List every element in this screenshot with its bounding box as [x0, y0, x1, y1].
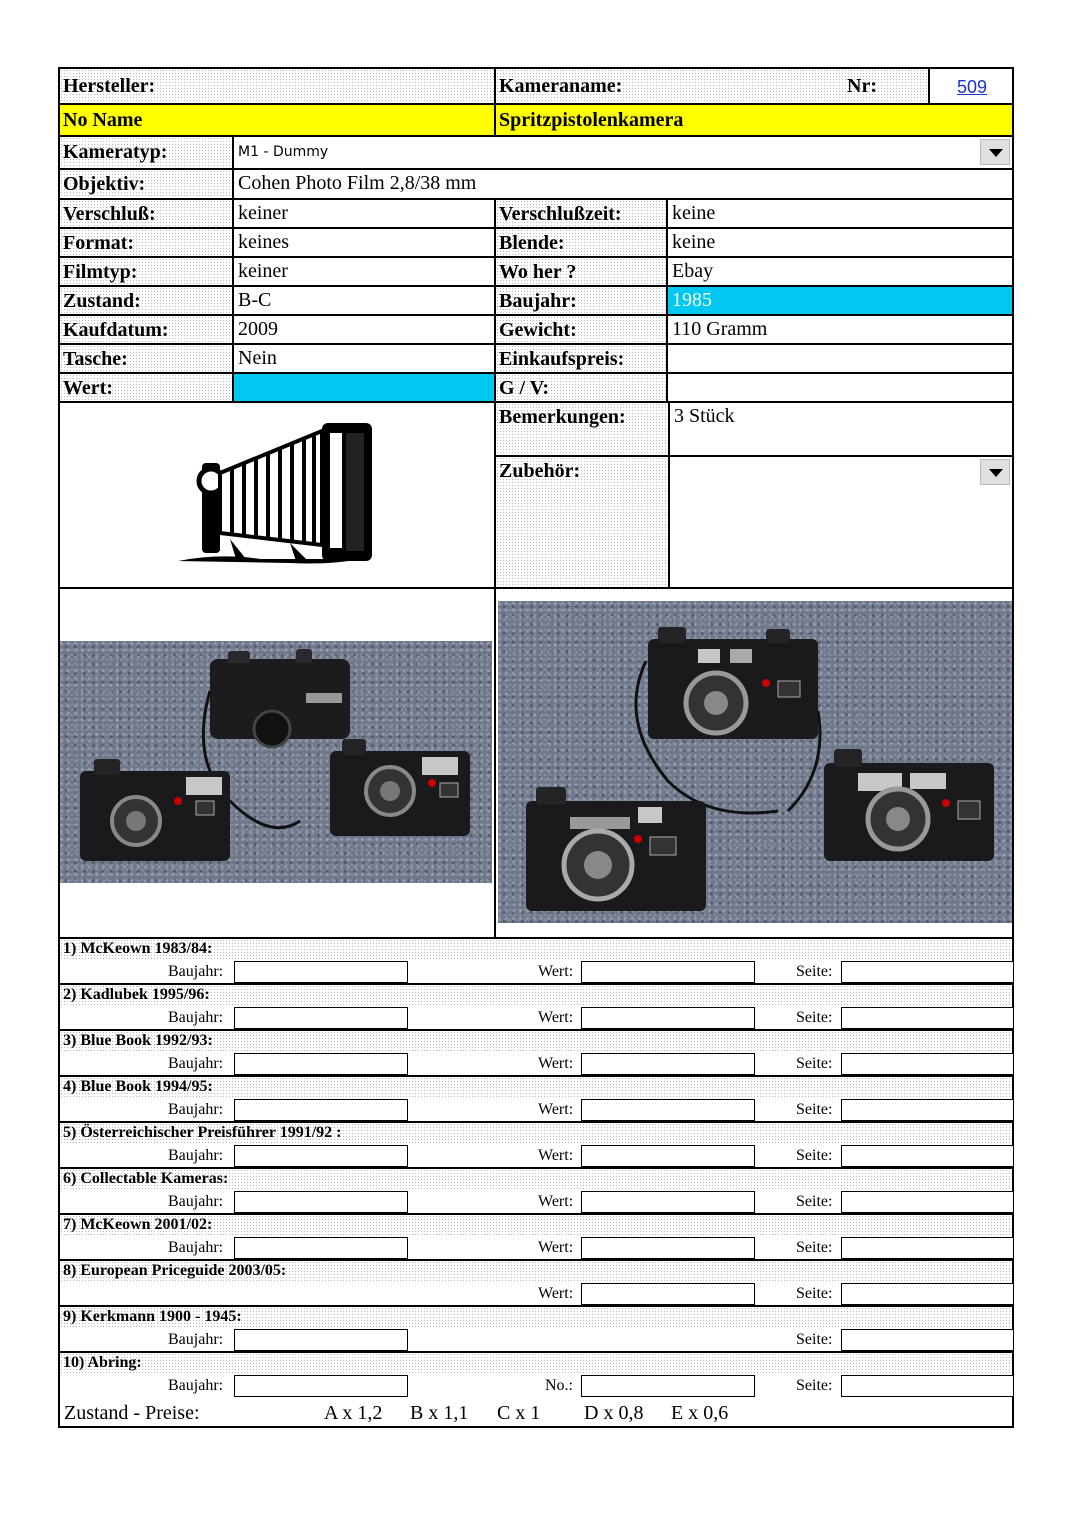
wert-value — [232, 374, 494, 401]
kameratyp-row — [60, 137, 1012, 170]
field-value-left: Nein — [232, 345, 494, 372]
objektiv-row — [60, 170, 1012, 200]
reference-wert-input[interactable] — [581, 1145, 755, 1167]
reference-wert-input[interactable] — [581, 1053, 755, 1075]
reference-baujahr-input[interactable] — [234, 1329, 408, 1351]
field-label-right: G / V: — [494, 374, 666, 401]
field-value-right: 110 Gramm — [666, 316, 1012, 343]
field-label-right: Gewicht: — [494, 316, 666, 343]
bemerkungen-label: Bemerkungen: — [496, 403, 668, 455]
zubehoer-select[interactable] — [668, 457, 1012, 587]
reference-title: 1) McKeown 1983/84: — [60, 939, 1012, 961]
reference-seite-input[interactable] — [841, 1283, 1014, 1305]
reference-wert-input[interactable] — [581, 1283, 755, 1305]
reference-seite-input[interactable] — [841, 1099, 1014, 1121]
zubehoer-row — [496, 457, 1012, 587]
field-value-right: keine — [666, 200, 1012, 227]
reference-wert-label: Wert: — [538, 963, 574, 980]
reference-baujahr-label: Baujahr: — [168, 1377, 224, 1394]
hersteller-label: Hersteller: — [60, 69, 494, 103]
reference-entry — [60, 1077, 1012, 1123]
header-label-row — [60, 69, 1012, 105]
reference-baujahr-label: Baujahr: — [168, 1193, 224, 1210]
reference-baujahr-label: Baujahr: — [168, 1239, 224, 1256]
reference-baujahr-input[interactable] — [234, 1099, 408, 1121]
reference-seite-label: Seite: — [796, 1101, 833, 1118]
factor-c: C x 1 — [497, 1402, 541, 1424]
field-label-right: Verschlußzeit: — [494, 200, 666, 227]
field-label-left: Wert: — [60, 374, 232, 401]
reference-entry — [60, 1215, 1012, 1261]
reference-seite-label: Seite: — [796, 1147, 833, 1164]
field-label-right: Einkaufspreis: — [494, 345, 666, 372]
field-label-left: Filmtyp: — [60, 258, 232, 285]
reference-seite-input[interactable] — [841, 1007, 1014, 1029]
reference-baujahr-label: Baujahr: — [168, 1101, 224, 1118]
reference-title: 10) Abring: — [60, 1353, 1012, 1375]
field-label-left: Tasche: — [60, 345, 232, 372]
field-label-right: Blende: — [494, 229, 666, 256]
reference-seite-label: Seite: — [796, 1285, 833, 1302]
field-value-left: keiner — [232, 258, 494, 285]
camera-photo-left-drawing — [60, 641, 492, 883]
bellows-camera-logo — [60, 403, 494, 587]
reference-baujahr-input[interactable] — [234, 1145, 408, 1167]
field-label-left: Verschluß: — [60, 200, 232, 227]
reference-seite-label: Seite: — [796, 1377, 833, 1394]
reference-wert-label: Wert: — [538, 1101, 574, 1118]
reference-seite-label: Seite: — [796, 1055, 833, 1072]
reference-entry — [60, 1353, 1012, 1399]
reference-baujahr-input[interactable] — [234, 961, 408, 983]
reference-baujahr-input[interactable] — [234, 1007, 408, 1029]
reference-seite-label: Seite: — [796, 1193, 833, 1210]
reference-seite-label: Seite: — [796, 1239, 833, 1256]
bemerkungen-row — [496, 403, 1012, 457]
reference-baujahr-label: Baujahr: — [168, 1009, 224, 1026]
field-value-left: 2009 — [232, 316, 494, 343]
field-value-left: keiner — [232, 200, 494, 227]
reference-seite-input[interactable] — [841, 1191, 1014, 1213]
reference-wert-input[interactable] — [581, 1007, 755, 1029]
field-label-right: Wo her ? — [494, 258, 666, 285]
reference-no-label: No.: — [545, 1377, 573, 1394]
field-row — [60, 229, 1012, 258]
field-row — [60, 200, 1012, 229]
reference-seite-input[interactable] — [841, 1375, 1014, 1397]
reference-title: 7) McKeown 2001/02: — [60, 1215, 1012, 1237]
reference-entry — [60, 1307, 1012, 1353]
field-value-right: keine — [666, 229, 1012, 256]
logo-area — [60, 403, 494, 587]
field-row — [60, 345, 1012, 374]
kameratyp-select[interactable] — [232, 137, 1012, 168]
reference-baujahr-input[interactable] — [234, 1375, 408, 1397]
field-row — [60, 316, 1012, 345]
reference-baujahr-label: Baujahr: — [168, 1147, 224, 1164]
reference-seite-input[interactable] — [841, 1053, 1014, 1075]
nr-link[interactable]: 509 — [956, 77, 988, 97]
field-row — [60, 287, 1012, 316]
photo-left-cell — [60, 589, 494, 937]
chevron-down-icon[interactable] — [980, 459, 1010, 485]
kameratyp-label: Kameratyp: — [60, 137, 232, 168]
reference-title: 2) Kadlubek 1995/96: — [60, 985, 1012, 1007]
reference-baujahr-label: Baujahr: — [168, 963, 224, 980]
reference-baujahr-input[interactable] — [234, 1191, 408, 1213]
reference-entry — [60, 1123, 1012, 1169]
reference-list — [60, 939, 1012, 1399]
reference-title: 3) Blue Book 1992/93: — [60, 1031, 1012, 1053]
reference-title: 6) Collectable Kameras: — [60, 1169, 1012, 1191]
factor-a: A x 1,2 — [324, 1402, 383, 1424]
reference-baujahr-input[interactable] — [234, 1053, 408, 1075]
reference-entry — [60, 1169, 1012, 1215]
camera-photo-right-drawing — [498, 601, 1012, 923]
field-label-left: Format: — [60, 229, 232, 256]
reference-title: 8) European Priceguide 2003/05: — [60, 1261, 1012, 1283]
chevron-down-icon[interactable] — [980, 139, 1010, 165]
field-value-right — [666, 374, 1012, 401]
notes-area — [494, 403, 1012, 587]
reference-baujahr-input[interactable] — [234, 1237, 408, 1259]
header-value-row — [60, 105, 1012, 137]
photos-block — [60, 589, 1012, 939]
reference-wert-label: Wert: — [538, 1055, 574, 1072]
reference-seite-label: Seite: — [796, 963, 833, 980]
reference-baujahr-label: Baujahr: — [168, 1331, 224, 1348]
reference-seite-label: Seite: — [796, 1009, 833, 1026]
reference-wert-input[interactable] — [581, 961, 755, 983]
reference-wert-label: Wert: — [538, 1285, 574, 1302]
field-label-right: Baujahr: — [494, 287, 666, 314]
nr-cell — [928, 69, 1014, 103]
footer-label: Zustand - Preise: — [64, 1402, 200, 1424]
reference-title: 4) Blue Book 1994/95: — [60, 1077, 1012, 1099]
reference-entry — [60, 939, 1012, 985]
reference-seite-input[interactable] — [841, 1237, 1014, 1259]
kameraname-value: Spritzpistolenkamera — [494, 105, 1012, 135]
reference-entry — [60, 985, 1012, 1031]
reference-wert-input[interactable] — [581, 1237, 755, 1259]
factor-e: E x 0,6 — [671, 1402, 729, 1424]
objektiv-value: Cohen Photo Film 2,8/38 mm — [232, 170, 1012, 198]
camera-photo-right — [498, 601, 1012, 923]
reference-wert-label: Wert: — [538, 1239, 574, 1256]
reference-baujahr-label: Baujahr: — [168, 1055, 224, 1072]
camera-photo-left — [60, 641, 492, 883]
reference-title: 5) Österreichischer Preisführer 1991/92 : — [60, 1123, 1012, 1145]
photo-right-cell — [494, 589, 1012, 937]
nr-label: Nr: — [847, 75, 877, 97]
logo-notes-block — [60, 403, 1012, 589]
kameratyp-value: M1 - Dummy — [238, 144, 329, 160]
field-value-left: B-C — [232, 287, 494, 314]
baujahr-value: 1985 — [666, 287, 1012, 314]
zustand-preise-footer — [60, 1399, 1012, 1426]
reference-wert-label: Wert: — [538, 1147, 574, 1164]
field-value-left: keines — [232, 229, 494, 256]
reference-wert-input[interactable] — [581, 1099, 755, 1121]
reference-entry — [60, 1261, 1012, 1307]
reference-entry — [60, 1031, 1012, 1077]
field-row — [60, 374, 1012, 403]
field-value-right: Ebay — [666, 258, 1012, 285]
reference-seite-input[interactable] — [841, 1329, 1014, 1351]
bemerkungen-value: 3 Stück — [668, 403, 1012, 455]
zubehoer-label: Zubehör: — [496, 457, 668, 587]
field-value-right — [666, 345, 1012, 372]
reference-wert-label: Wert: — [538, 1009, 574, 1026]
field-row — [60, 258, 1012, 287]
field-label-left: Kaufdatum: — [60, 316, 232, 343]
reference-wert-input[interactable] — [581, 1191, 755, 1213]
factor-b: B x 1,1 — [410, 1402, 469, 1424]
objektiv-label: Objektiv: — [60, 170, 232, 198]
reference-seite-input[interactable] — [841, 961, 1014, 983]
reference-seite-input[interactable] — [841, 1145, 1014, 1167]
reference-no-input[interactable] — [581, 1375, 755, 1397]
reference-title: 9) Kerkmann 1900 - 1945: — [60, 1307, 1012, 1329]
reference-seite-label: Seite: — [796, 1331, 833, 1348]
reference-wert-label: Wert: — [538, 1193, 574, 1210]
factor-d: D x 0,8 — [584, 1402, 644, 1424]
camera-record-sheet — [58, 67, 1014, 1428]
field-label-left: Zustand: — [60, 287, 232, 314]
kameraname-label: Kameraname: — [494, 69, 928, 103]
hersteller-value: No Name — [63, 109, 143, 131]
